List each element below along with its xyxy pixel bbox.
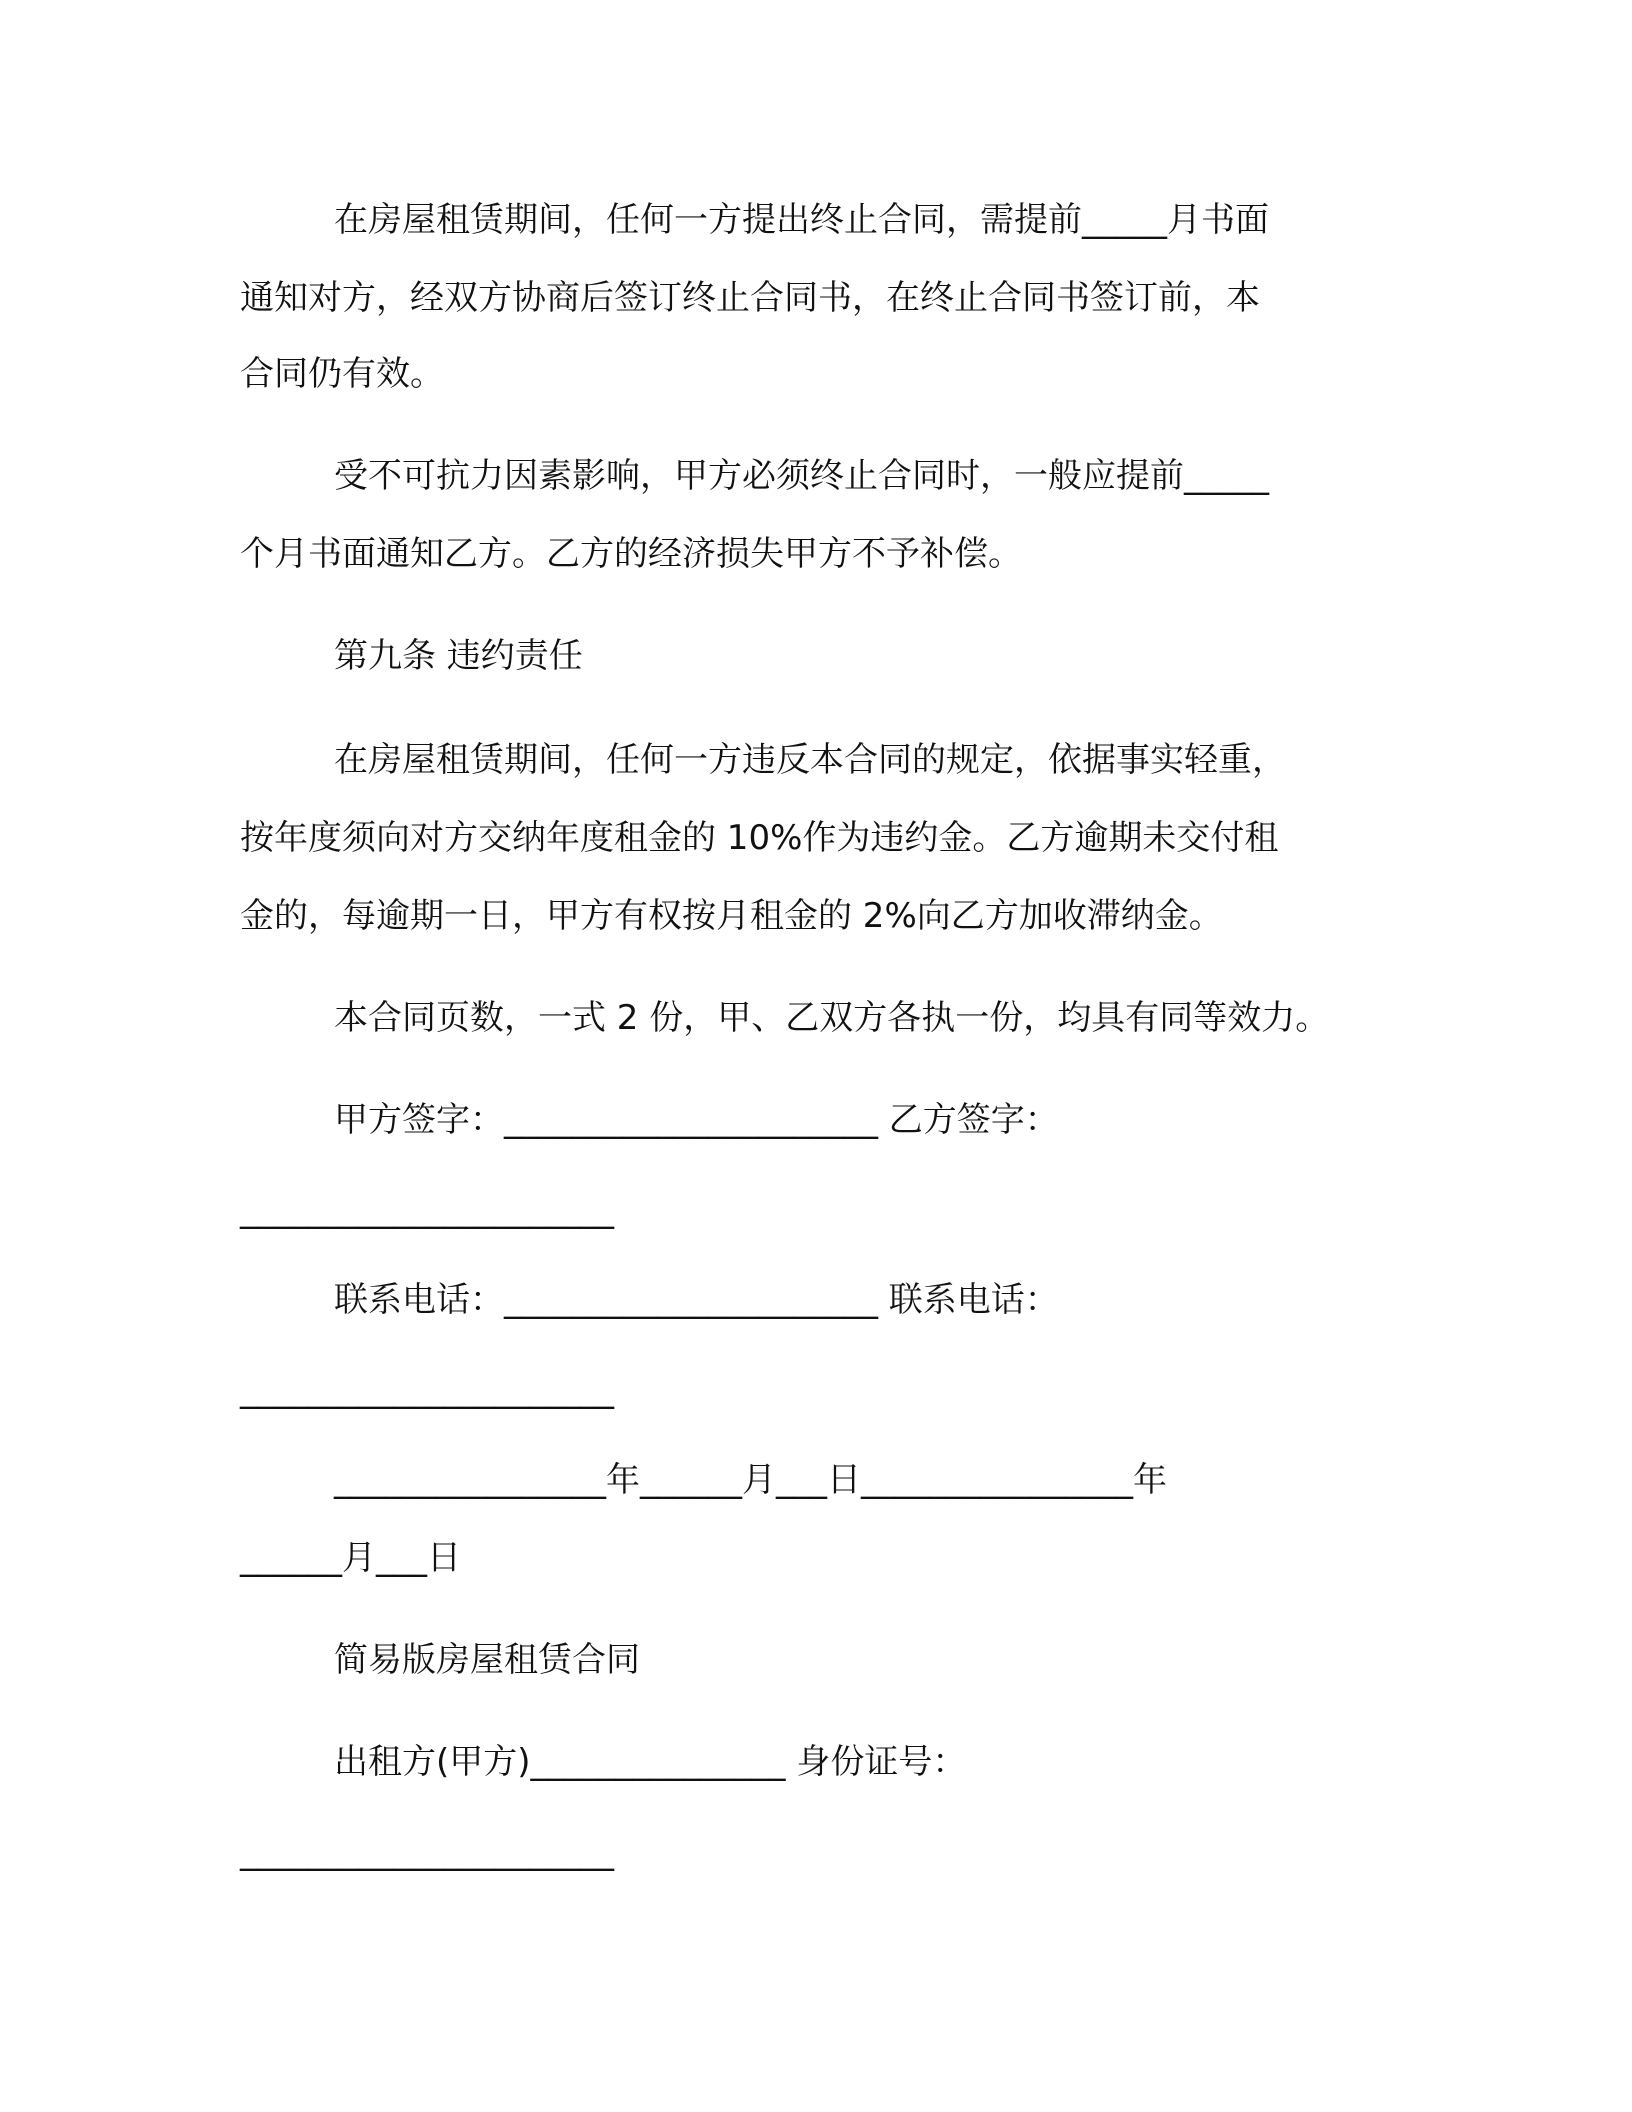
date-line: ________________年______月___日________________年 [334, 1460, 1167, 1500]
phone-line: 联系电话：______________________ 联系电话： [334, 1280, 1059, 1320]
signature-line-continued: ______________________ [240, 1190, 614, 1230]
paragraph-termination-notice-line-2: 通知对方，经双方协商后签订终止合同书，在终止合同书签订前，本 [240, 278, 1260, 318]
signature-line: 甲方签字：______________________ 乙方签字： [334, 1100, 1059, 1140]
paragraph-breach-line-3: 金的，每逾期一日，甲方有权按月租金的 2%向乙方加收滞纳金。 [240, 896, 1223, 936]
lessor-line-continued: ______________________ [240, 1832, 614, 1872]
paragraph-breach-line-2: 按年度须向对方交纳年度租金的 10%作为违约金。乙方逾期未交付租 [240, 818, 1279, 858]
contract-title: 简易版房屋租赁合同 [334, 1640, 640, 1680]
article-nine-heading: 第九条 违约责任 [334, 636, 583, 676]
lessor-line: 出租方(甲方)_______________ 身份证号： [334, 1742, 967, 1782]
paragraph-copies: 本合同页数，一式 2 份，甲、乙双方各执一份，均具有同等效力。 [334, 998, 1330, 1038]
paragraph-termination-notice-line-1: 在房屋租赁期间，任何一方提出终止合同，需提前_____月书面 [334, 200, 1269, 240]
paragraph-force-majeure-line-2: 个月书面通知乙方。乙方的经济损失甲方不予补偿。 [240, 534, 1022, 574]
paragraph-breach-line-1: 在房屋租赁期间，任何一方违反本合同的规定，依据事实轻重， [334, 740, 1286, 780]
paragraph-termination-notice-line-3: 合同仍有效。 [240, 354, 444, 394]
phone-line-continued: ______________________ [240, 1370, 614, 1410]
date-line-continued: ______月___日 [240, 1538, 461, 1578]
paragraph-force-majeure-line-1: 受不可抗力因素影响，甲方必须终止合同时，一般应提前_____ [334, 456, 1269, 496]
